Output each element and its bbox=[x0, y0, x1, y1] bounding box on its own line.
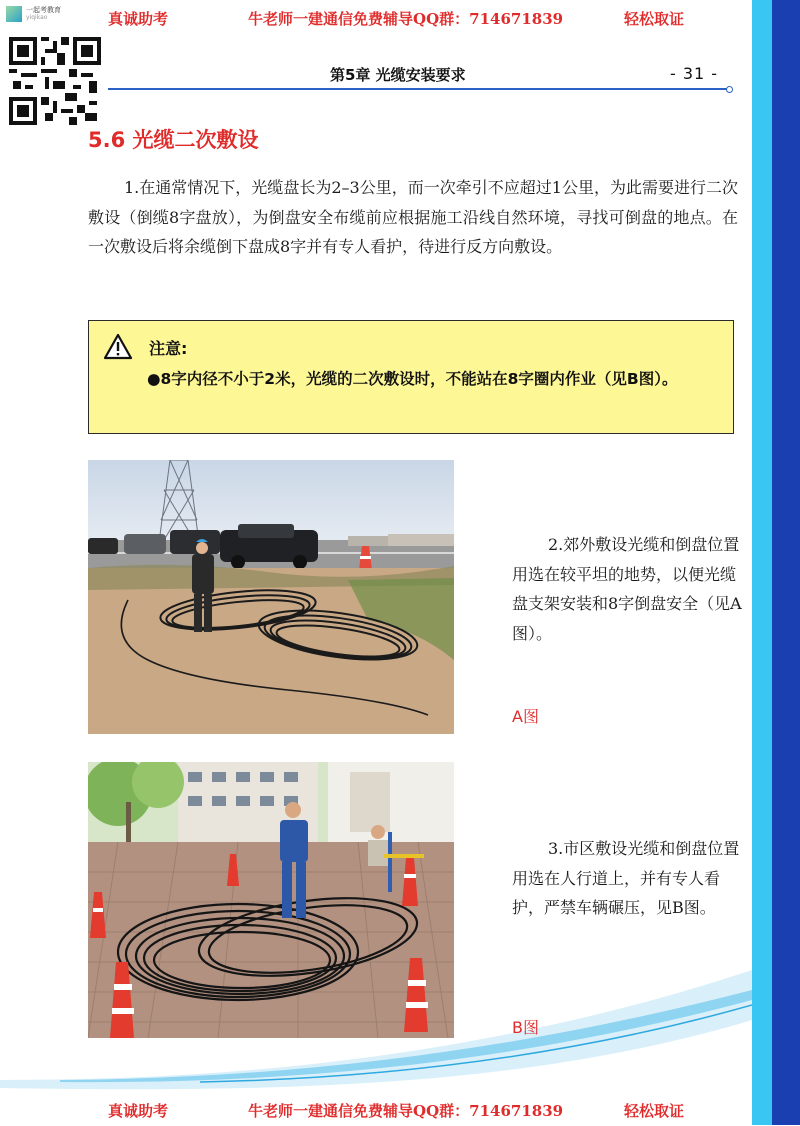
qr-code bbox=[9, 37, 101, 125]
side-bar-light bbox=[752, 0, 772, 1125]
logo-text-top: 一起考教育 bbox=[26, 6, 61, 14]
logo-mark-icon bbox=[6, 6, 22, 22]
notice-title: 注意: bbox=[149, 339, 188, 358]
banner-right-text: 轻松取证 bbox=[624, 10, 685, 28]
photo-b-urban-cable-coil bbox=[88, 762, 454, 1038]
banner-middle-text: 牛老师一建通信免费辅导QQ群：714671839 bbox=[248, 1102, 564, 1120]
banner-left-text: 真诚助考 bbox=[108, 10, 169, 28]
chapter-title: 第5章 光缆安装要求 bbox=[330, 66, 466, 84]
side-bar-dark bbox=[772, 0, 800, 1125]
bottom-banner bbox=[0, 1092, 749, 1126]
notice-body: ●8字内径不小于2米，光缆的二次敷设时，不能站在8字圈内作业（见B图）。 bbox=[147, 370, 678, 388]
warning-triangle-icon bbox=[103, 333, 133, 361]
paragraph-2: 2.郊外敷设光缆和倒盘位置用选在较平坦的地势，以便光缆盘支架安装和8字倒盘安全（见A图）。 bbox=[512, 535, 742, 643]
banner-right-text: 轻松取证 bbox=[624, 1102, 685, 1120]
caption-b: B图 bbox=[512, 1018, 539, 1037]
paragraph-1: 1.在通常情况下，光缆盘长为2–3公里，而一次牵引不应超过1公里，为此需要进行二次敷设（倒缆8字盘放），为倒盘安全布缆前应根据施工沿线自然环境，寻找可倒盘的地点。在一次敷设后将余缆倒下盘成8字并有专人看护，待进行反方向敷设。 bbox=[88, 178, 738, 256]
top-banner bbox=[0, 0, 749, 34]
header-rule bbox=[108, 88, 728, 90]
banner-left-text: 真诚助考 bbox=[108, 1102, 169, 1120]
section-title: 5.6 光缆二次敷设 bbox=[88, 128, 259, 152]
page-number: - 31 - bbox=[670, 64, 719, 83]
notice-box bbox=[88, 320, 734, 434]
header-rule-end-dot bbox=[726, 86, 733, 93]
publisher-logo bbox=[6, 4, 76, 24]
paragraph-3: 3.市区敷设光缆和倒盘位置用选在人行道上，并有专人看护，严禁车辆碾压，见B图。 bbox=[512, 839, 740, 917]
caption-a: A图 bbox=[512, 707, 539, 726]
qr-code-icon bbox=[9, 37, 101, 125]
photo-a-suburban-cable-coil bbox=[88, 460, 454, 734]
logo-text-bottom: yiqikao bbox=[26, 14, 48, 21]
banner-middle-text: 牛老师一建通信免费辅导QQ群：714671839 bbox=[248, 10, 564, 28]
